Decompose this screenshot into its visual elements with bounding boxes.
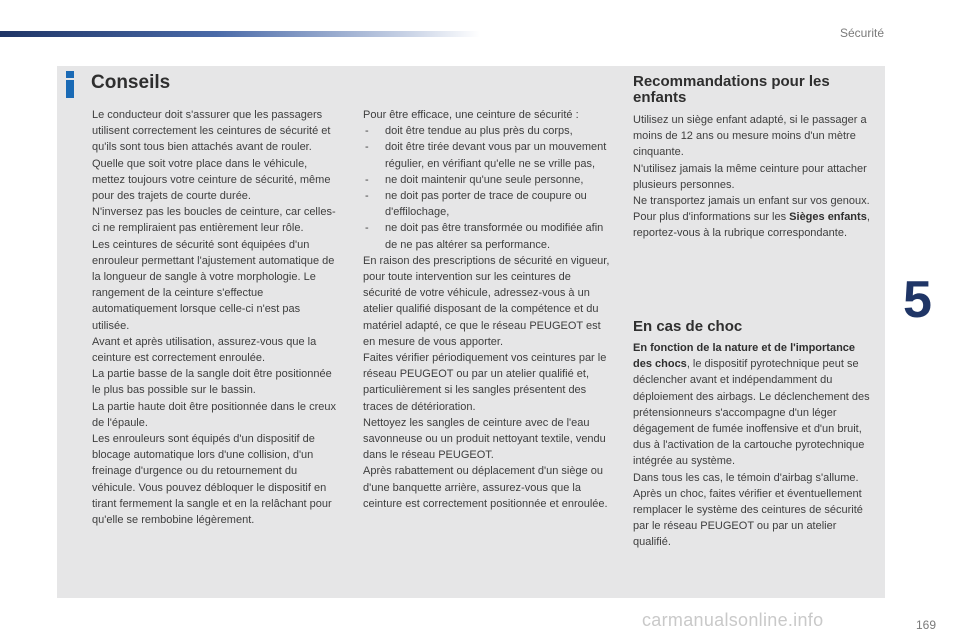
paragraph: Nettoyez les sangles de ceinture avec de l'eau savonneuse ou un produit nettoyant textile, vendu dans le réseau PEUGEOT. [363, 416, 606, 462]
text-run: , reportez-vous à la rubrique correspondante. [633, 211, 870, 240]
text-run: Pour plus d'informations sur les [633, 211, 790, 224]
paragraph [633, 209, 877, 241]
paragraph: Après rabattement ou déplacement d'un siège ou d'une banquette arrière, assurez-vous que la ceinture est correctement positionnée et enroulée. [363, 465, 608, 510]
paragraph: Le conducteur doit s'assurer que les passagers utilisent correctement les ceintures de sécurité et qu'ils sont tous bien attachés avant de rouler. [92, 109, 331, 154]
bold-lead: En fonction de la nature et de l'importance des chocs [633, 342, 856, 371]
section-title: Sécurité [839, 26, 884, 40]
list-intro: Pour être efficace, une ceinture de sécurité : [363, 109, 579, 121]
paragraph: Dans tous les cas, le témoin d'airbag s'allume. [633, 471, 859, 484]
paragraph: Les ceintures de sécurité sont équipées d'un enrouleur permettant l'ajustement automatique de la longueur de sangle à votre morphologie. Le rangement de la ceinture s'effectue automatiquement lorsque celle-ci n'est pas utilisée. [92, 238, 335, 332]
choc-text [633, 340, 877, 551]
paragraph: Faites vérifier périodiquement vos ceintures par le réseau PEUGEOT ou par un atelier qualifié et, particulièrement si les sangles présentent des traces de détérioration. [363, 352, 607, 413]
paragraph: Ne transportez jamais un enfant sur vos genoux. [633, 195, 870, 208]
watermark: carmanualsonline.info [642, 610, 824, 630]
paragraph: Après un choc, faites vérifier et éventuellement remplacer le système des ceintures de sécurité par le réseau PEUGEOT ou par un atelier qualifié. [633, 487, 863, 549]
paragraph: En raison des prescriptions de sécurité en vigueur, pour toute intervention sur les ceintures de sécurité de votre véhicule, adressez-vous à un atelier qualifié disposant de la compétence et du matériel adapté, ce que le réseau PEUGEOT est en mesure de vous apporter. [363, 254, 610, 348]
info-icon [65, 71, 75, 98]
list-item: - ne doit pas porter de trace de coupure ou d'effilochage, [363, 188, 611, 220]
paragraph: La partie basse de la sangle doit être positionnée le plus bas possible sur le bassin. [92, 368, 332, 397]
list-item: - ne doit maintenir qu'une seule personne, [363, 172, 611, 188]
paragraph: N'inversez pas les boucles de ceinture, car celles-ci ne rempliraient pas entièrement leur rôle. [92, 206, 336, 235]
conseils-title: Conseils [91, 72, 171, 93]
paragraph: Quelle que soit votre place dans le véhicule, mettez toujours votre ceinture de sécurité, même pour des trajets de courte durée. [92, 157, 331, 203]
choc-title: En cas de choc [633, 318, 743, 335]
chapter-number: 5 [903, 271, 932, 329]
page-number: 169 [915, 618, 936, 632]
paragraph: Avant et après utilisation, assurez-vous que la ceinture est correctement enroulée. [92, 335, 317, 365]
header-gradient-bar [0, 31, 480, 37]
belt-requirements-list [363, 123, 611, 253]
conseils-column-2 [363, 107, 611, 512]
recommandations-text [633, 112, 877, 242]
sieges-enfants-reference: Sièges enfants [789, 211, 867, 224]
list-item: - ne doit pas être transformée ou modifiée afin de ne pas altérer sa performance. [363, 220, 611, 252]
recommandations-title: Recommandations pour les enfants [633, 73, 830, 106]
paragraph: Les enrouleurs sont équipés d'un dispositif de blocage automatique lors d'une collision, d'un freinage d'urgence ou du retournement du véhicule. Vous pouvez débloquer le dispositif en tirant fermement la sangle et en la relâchant pour qu'elle se rembobine légèrement. [92, 433, 332, 527]
conseils-column-1 [92, 107, 340, 528]
paragraph: Utilisez un siège enfant adapté, si le passager a moins de 12 ans ou mesure moins d'un mètre cinquante. [633, 114, 867, 159]
list-item: - doit être tendue au plus près du corps, [363, 123, 611, 139]
text-run: , le dispositif pyrotechnique peut se déclencher avant et indépendamment du déploiement des airbags. Le déclenchement des prétensionneurs s'accompagne d'un léger dégagement de fumée inoffensive et d'un bruit, dus à l'activation de la cartouche pyrotechnique intégrée au système. [633, 358, 870, 468]
list-item: - doit être tirée devant vous par un mouvement régulier, en vérifiant qu'elle ne se vrille pas, [363, 139, 611, 171]
paragraph: La partie haute doit être positionnée dans le creux de l'épaule. [92, 400, 336, 429]
paragraph: N'utilisez jamais la même ceinture pour attacher plusieurs personnes. [633, 162, 867, 191]
paragraph [633, 340, 877, 470]
